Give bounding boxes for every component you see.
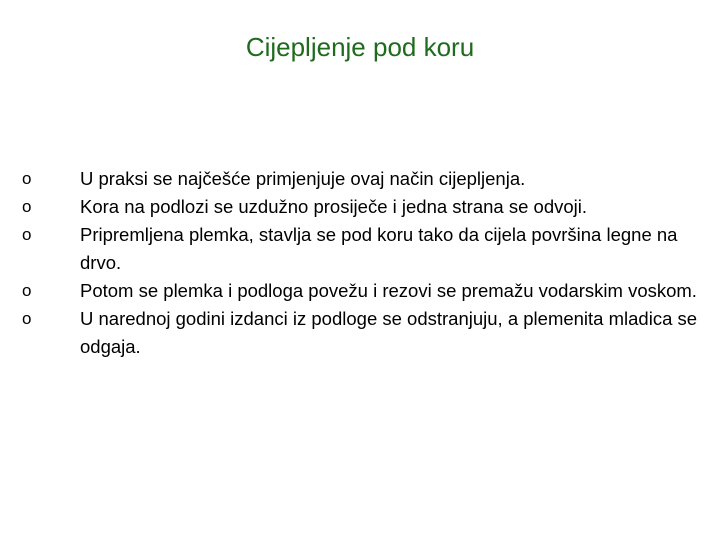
bullet-marker-icon: o <box>22 225 32 244</box>
list-item <box>22 221 702 277</box>
bullet-marker-icon: o <box>22 169 32 188</box>
bullet-text: U praksi se najčešće primjenjuje ovaj način cijepljenja. <box>80 168 526 189</box>
list-item <box>22 165 702 193</box>
bullet-marker-icon: o <box>22 309 32 328</box>
list-item <box>22 193 702 221</box>
bullet-marker-icon: o <box>22 281 32 300</box>
bullet-text: Kora na podlozi se uzdužno prosiječe i jedna strana se odvoji. <box>80 196 588 217</box>
bullet-list <box>22 165 702 361</box>
bullet-marker-icon: o <box>22 197 32 216</box>
list-item <box>22 305 702 361</box>
slide-title: Cijepljenje pod koru <box>245 32 475 62</box>
list-item <box>22 277 702 305</box>
bullet-text: Pripremljena plemka, stavlja se pod koru tako da cijela površina legne na drvo. <box>80 224 678 273</box>
bullet-text: U narednoj godini izdanci iz podloge se odstranjuju, a plemenita mladica se odgaja. <box>80 308 698 357</box>
bullet-text: Potom se plemka i podloga povežu i rezovi se premažu vodarskim voskom. <box>80 280 697 301</box>
